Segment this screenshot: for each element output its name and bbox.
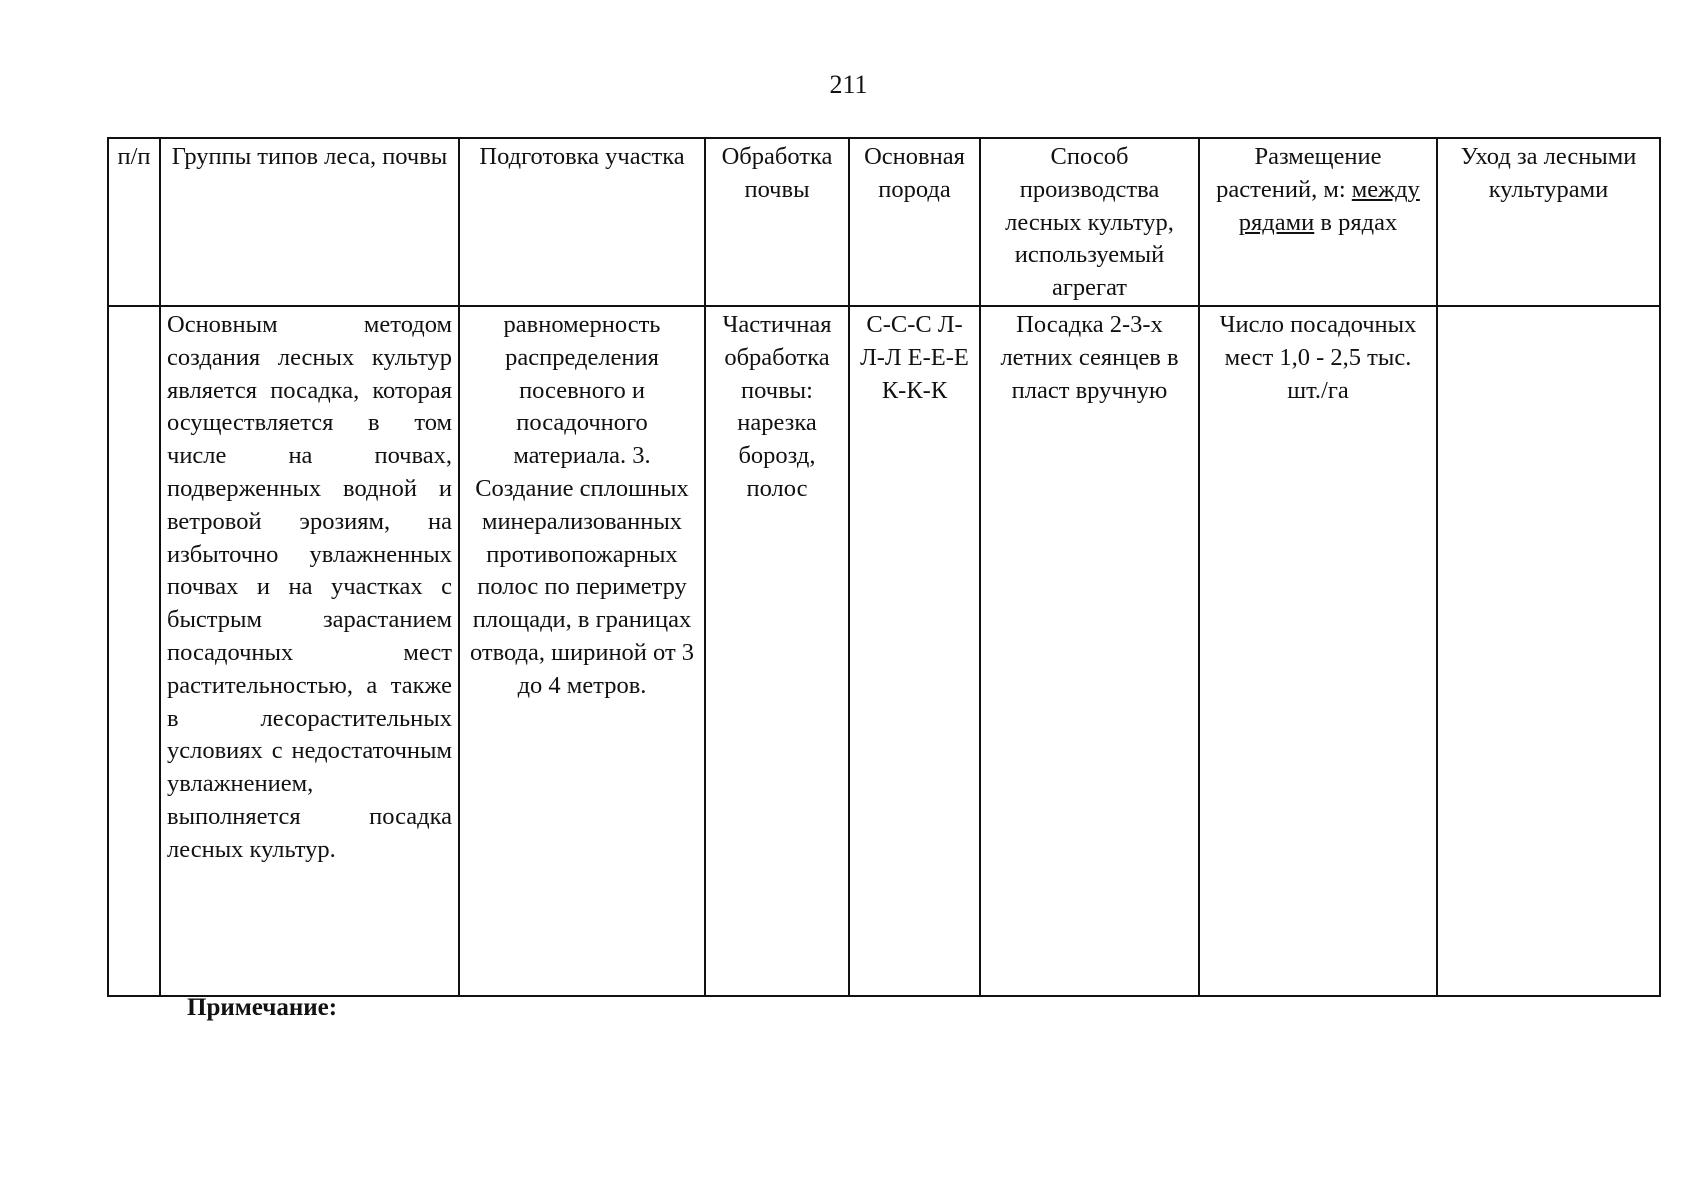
table-row: [108, 306, 1660, 996]
cell-main-species: С-С-С Л-Л-Л Е-Е-Е К-К-К: [849, 306, 980, 996]
header-main-species: Основная порода: [849, 138, 980, 306]
cell-production-method: Посадка 2-3-х летних сеянцев в пласт вручную: [980, 306, 1199, 996]
page-number: 211: [829, 70, 868, 99]
forest-culture-table: [107, 137, 1661, 997]
header-soil-treatment: Обработка почвы: [705, 138, 849, 306]
header-placement-suffix: в рядах: [1320, 208, 1398, 236]
cell-forest-care: [1437, 306, 1660, 996]
cell-site-preparation: равномерность распределения посевного и посадочного материала. 3. Создание сплошных минерализованных противопожарных полос по периметру площади, в границах отвода, шириной от 3 до 4 метров.: [459, 306, 705, 996]
header-forest-types: Группы типов леса, почвы: [160, 138, 459, 306]
header-plant-placement: [1199, 138, 1437, 306]
cell-forest-types: Основным методом создания лесных культур является посадка, которая осуществляется в том числе на почвах, подверженных водной и ветровой эрозиям, на избыточно увлажненных почвах и на участках с быстрым зарастанием посадочных мест растительностью, а также в лесорастительных условиях с недостаточным увлажнением, выполняется посадка лесных культур.: [160, 306, 459, 996]
note-label: Примечание:: [187, 994, 338, 1021]
cell-soil-treatment: Частичная обработка почвы: нарезка борозд, полос: [705, 306, 849, 996]
table-header-row: [108, 138, 1660, 306]
header-number: п/п: [108, 138, 160, 306]
header-site-preparation: Подготовка участка: [459, 138, 705, 306]
cell-number: [108, 306, 160, 996]
header-production-method: Способ производства лесных культур, используемый агрегат: [980, 138, 1199, 306]
header-placement-prefix: Размещение растений, м:: [1216, 143, 1382, 203]
header-forest-care: Уход за лесными культурами: [1437, 138, 1660, 306]
header-placement-underlined: между рядами: [1238, 175, 1420, 236]
cell-plant-placement: Число посадочных мест 1,0 - 2,5 тыс. шт./га: [1199, 306, 1437, 996]
